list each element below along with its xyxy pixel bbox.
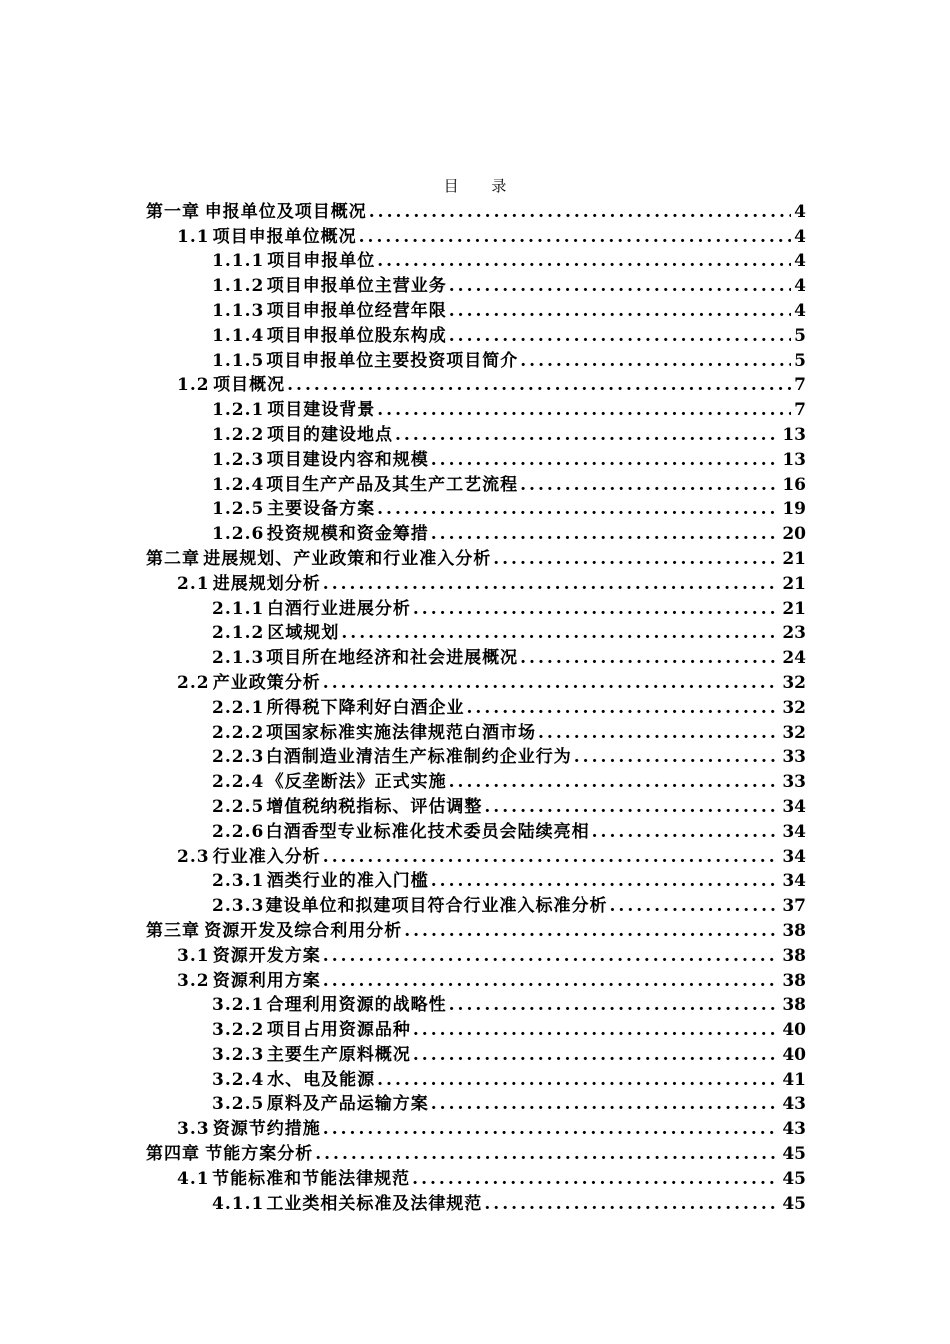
toc-entry-label: 原料及产品运输方案 [266,1094,429,1115]
toc-entry-number: 3.2.3 [212,1044,265,1065]
toc-entry-number: 4.1.1 [212,1193,265,1214]
toc-entry-page-number: 4 [794,226,806,247]
toc-entry-label: 资源开发方案 [212,945,321,966]
toc-entry-label: 主要生产原料概况 [266,1044,411,1065]
toc-entry-number: 2.1 [177,573,210,594]
toc-dot-leader [592,821,780,843]
toc-entry-number: 1.2.5 [212,499,265,520]
toc-dot-leader [323,970,780,992]
toc-entry-page-number: 4 [794,251,806,272]
toc-entry-page-number: 4 [794,276,806,297]
toc-dot-leader [520,350,791,372]
toc-entry-label: 建设单位和拟建项目符合行业准入标准分析 [265,896,608,917]
toc-entry-label: 所得税下降利好白酒企业 [266,697,465,718]
toc-entry-number: 2.1.1 [212,598,265,619]
toc-dot-leader [359,226,792,248]
toc-entry[interactable] [146,1115,806,1140]
toc-entry-page-number: 23 [782,623,806,644]
toc-entry-page-number: 13 [782,449,806,470]
toc-entry-page-number: 13 [782,424,806,445]
toc-entry-page-number: 4 [794,201,806,222]
toc-entry-label: 投资规模和资金筹措 [266,524,429,545]
toc-entry-number: 1.2 [177,375,210,396]
toc-entry[interactable] [146,1140,806,1165]
toc-dot-leader [610,895,780,917]
toc-entry-label: 增值税纳税指标、评估调整 [266,796,483,817]
toc-entry[interactable] [146,719,806,744]
toc-dot-leader [412,1168,779,1190]
toc-entry-label: 项目占用资源品种 [266,1020,411,1041]
toc-dot-leader [341,622,779,644]
toc-entry[interactable] [146,669,806,694]
toc-entry-label: 行业准入分析 [212,846,321,867]
toc-entry-number: 2.2.4 [212,772,265,793]
toc-entry[interactable] [146,471,806,496]
toc-dot-leader [377,1069,779,1091]
toc-entry-page-number: 34 [782,796,806,817]
toc-entry-page-number: 45 [782,1193,806,1214]
toc-entry-label: 进展规划、产业政策和行业准入分析 [203,548,492,569]
toc-dot-leader [431,1093,780,1115]
toc-entry[interactable] [146,1041,806,1066]
toc-dot-leader [431,523,780,545]
toc-entry-page-number: 34 [782,821,806,842]
toc-entry-number: 2.2.3 [212,747,265,768]
toc-dot-leader [574,746,780,768]
toc-entry-page-number: 21 [782,598,806,619]
toc-entry[interactable] [146,892,806,917]
toc-dot-leader [493,548,779,570]
toc-entry-page-number: 21 [782,548,806,569]
toc-entry-page-number: 38 [782,995,806,1016]
toc-entry-label: 项目所在地经济和社会进展概况 [266,648,519,669]
toc-entry-page-number: 20 [782,524,806,545]
toc-entry-label: 酒类行业的准入门槛 [266,871,429,892]
toc-entry[interactable] [146,1190,806,1215]
toc-entry-label: 产业政策分析 [212,672,321,693]
toc-entry-label: 项目申报单位股东构成 [266,325,447,346]
toc-entry-label: 项目的建设地点 [267,424,394,445]
table-of-contents [146,198,806,1215]
toc-entry-label: 水、电及能源 [267,1069,376,1090]
toc-entry-page-number: 7 [794,375,806,396]
toc-entry-number: 2.2.2 [212,722,265,743]
toc-dot-leader [520,647,779,669]
toc-dot-leader [323,573,780,595]
toc-dot-leader [413,1044,779,1066]
toc-entry-number: 第一章 [146,201,200,222]
toc-entry-label: 白酒行业进展分析 [266,598,411,619]
toc-dot-leader [467,697,780,719]
toc-dot-leader [538,722,779,744]
toc-entry-page-number: 43 [782,1119,806,1140]
toc-entry-number: 3.2.2 [212,1020,265,1041]
toc-entry-label: 项目申报单位主要投资项目简介 [266,350,519,371]
toc-entry-number: 3.2.4 [212,1069,265,1090]
toc-dot-leader [484,1193,779,1215]
toc-entry[interactable] [146,248,806,273]
toc-entry[interactable] [146,198,806,223]
toc-dot-leader [377,399,791,421]
toc-entry-page-number: 5 [794,350,806,371]
toc-title: 目 录 [443,177,521,195]
toc-entry[interactable] [146,694,806,719]
toc-entry-label: 项目生产产品及其生产工艺流程 [266,474,519,495]
toc-entry-page-number: 38 [782,920,806,941]
toc-entry-number: 3.2.1 [212,995,265,1016]
toc-entry-number: 3.2.5 [212,1094,265,1115]
toc-entry[interactable] [146,942,806,967]
toc-dot-leader [323,846,780,868]
toc-entry-number: 2.2.1 [212,697,265,718]
toc-entry-page-number: 16 [782,474,806,495]
toc-entry-label: 工业类相关标准及法律规范 [266,1193,483,1214]
toc-entry-number: 2.2.6 [212,821,265,842]
toc-entry-number: 4.1 [177,1168,210,1189]
toc-entry-label: 项目申报单位经营年限 [266,300,447,321]
toc-entry[interactable] [146,992,806,1017]
toc-entry[interactable] [146,372,806,397]
toc-dot-leader [520,474,779,496]
toc-entry-page-number: 7 [794,400,806,421]
toc-entry-page-number: 33 [782,747,806,768]
toc-dot-leader [395,424,779,446]
toc-entry-number: 2.2.5 [212,796,265,817]
toc-entry[interactable] [146,272,806,297]
toc-entry-page-number: 33 [782,772,806,793]
toc-dot-leader [449,994,780,1016]
toc-entry-label: 节能方案分析 [205,1144,314,1165]
toc-entry-number: 1.2.3 [212,449,265,470]
toc-entry-number: 3.1 [177,945,210,966]
toc-entry-page-number: 40 [782,1044,806,1065]
toc-entry-number: 2.3 [177,846,210,867]
toc-entry[interactable] [146,793,806,818]
toc-entry-label: 项国家标准实施法律规范白酒市场 [266,722,537,743]
toc-entry[interactable] [146,570,806,595]
toc-dot-leader [323,1118,780,1140]
toc-entry-page-number: 19 [782,499,806,520]
toc-entry-page-number: 34 [782,871,806,892]
toc-entry-number: 1.1.5 [212,350,265,371]
toc-entry[interactable] [146,620,806,645]
toc-entry-number: 1.1.2 [212,276,265,297]
toc-entry-label: 项目概况 [213,375,286,396]
toc-entry-page-number: 32 [782,697,806,718]
toc-dot-leader [431,870,780,892]
toc-entry[interactable] [146,744,806,769]
toc-entry[interactable] [146,1091,806,1116]
toc-entry-number: 2.3.1 [212,871,265,892]
toc-entry-number: 1.2.2 [212,424,265,445]
toc-dot-leader [404,920,779,942]
toc-entry-label: 进展规划分析 [212,573,321,594]
toc-entry-label: 项目申报单位 [267,251,376,272]
toc-entry[interactable] [146,520,806,545]
toc-entry-label: 节能标准和节能法律规范 [212,1168,411,1189]
toc-entry-number: 2.2 [177,672,210,693]
toc-entry-number: 1.1.3 [212,300,265,321]
toc-entry-label: 资源利用方案 [212,970,321,991]
toc-entry-number: 1.2.1 [212,400,265,421]
toc-entry[interactable] [146,347,806,372]
toc-entry[interactable] [146,644,806,669]
toc-entry-page-number: 4 [794,300,806,321]
toc-entry-page-number: 21 [782,573,806,594]
toc-entry[interactable] [146,421,806,446]
toc-entry[interactable] [146,595,806,620]
toc-entry-label: 项目建设内容和规模 [266,449,429,470]
toc-entry-page-number: 34 [782,846,806,867]
toc-dot-leader [413,1019,779,1041]
toc-entry-label: 项目建设背景 [267,400,376,421]
toc-entry-label: 区域规划 [267,623,340,644]
toc-entry[interactable] [146,1016,806,1041]
toc-entry-label: 资源节约措施 [212,1119,321,1140]
toc-entry-label: 《反垄断法》正式实施 [266,772,447,793]
toc-dot-leader [315,1143,779,1165]
toc-entry-page-number: 40 [782,1020,806,1041]
toc-entry-page-number: 45 [782,1144,806,1165]
toc-entry-page-number: 38 [782,970,806,991]
toc-entry-label: 项目申报单位概况 [212,226,357,247]
toc-dot-leader [449,325,791,347]
toc-entry[interactable] [146,843,806,868]
toc-entry-label: 项目申报单位主营业务 [266,276,447,297]
toc-entry-label: 白酒香型专业标准化技术委员会陆续亮相 [265,821,590,842]
toc-dot-leader [449,300,791,322]
toc-entry[interactable] [146,768,806,793]
toc-entry[interactable] [146,917,806,942]
toc-entry-number: 2.1.3 [212,648,265,669]
toc-dot-leader [377,498,779,520]
toc-entry-page-number: 43 [782,1094,806,1115]
toc-dot-leader [323,672,780,694]
toc-entry-number: 第二章 [146,548,200,569]
toc-entry-page-number: 5 [794,325,806,346]
toc-entry-page-number: 37 [782,896,806,917]
toc-entry-number: 第三章 [146,920,200,941]
toc-dot-leader [431,449,780,471]
toc-entry-label: 主要设备方案 [267,499,376,520]
toc-entry[interactable] [146,322,806,347]
toc-entry-label: 白酒制造业清洁生产标准制约企业行为 [265,747,572,768]
toc-entry[interactable] [146,967,806,992]
toc-entry-number: 2.3.3 [212,896,265,917]
toc-dot-leader [377,250,791,272]
toc-entry[interactable] [146,818,806,843]
toc-entry-page-number: 32 [782,672,806,693]
toc-entry-page-number: 38 [782,945,806,966]
toc-dot-leader [413,598,779,620]
toc-dot-leader [369,201,791,223]
toc-entry[interactable] [146,868,806,893]
toc-entry-page-number: 32 [782,722,806,743]
toc-dot-leader [323,945,780,967]
toc-entry-page-number: 45 [782,1168,806,1189]
toc-entry-number: 3.2 [177,970,210,991]
toc-entry-number: 1.2.6 [212,524,265,545]
toc-dot-leader [449,771,780,793]
toc-dot-leader [449,275,791,297]
toc-entry-number: 1.1.4 [212,325,265,346]
toc-entry[interactable] [146,446,806,471]
toc-entry-number: 1.2.4 [212,474,265,495]
toc-entry-number: 3.3 [177,1119,210,1140]
toc-entry[interactable] [146,545,806,570]
toc-entry-number: 2.1.2 [212,623,265,644]
toc-entry-number: 1.1 [177,226,210,247]
toc-entry-page-number: 41 [782,1069,806,1090]
toc-entry-page-number: 24 [782,648,806,669]
toc-entry-number: 第四章 [146,1144,200,1165]
toc-entry-label: 资源开发及综合利用分析 [204,920,403,941]
toc-entry[interactable] [146,1066,806,1091]
toc-entry[interactable] [146,396,806,421]
toc-entry-label: 申报单位及项目概况 [204,201,367,222]
toc-entry-label: 合理利用资源的战略性 [266,995,447,1016]
toc-entry[interactable] [146,1165,806,1190]
toc-dot-leader [287,374,791,396]
toc-entry[interactable] [146,297,806,322]
toc-entry[interactable] [146,496,806,521]
toc-dot-leader [484,796,779,818]
toc-entry-number: 1.1.1 [212,251,265,272]
toc-entry[interactable] [146,223,806,248]
